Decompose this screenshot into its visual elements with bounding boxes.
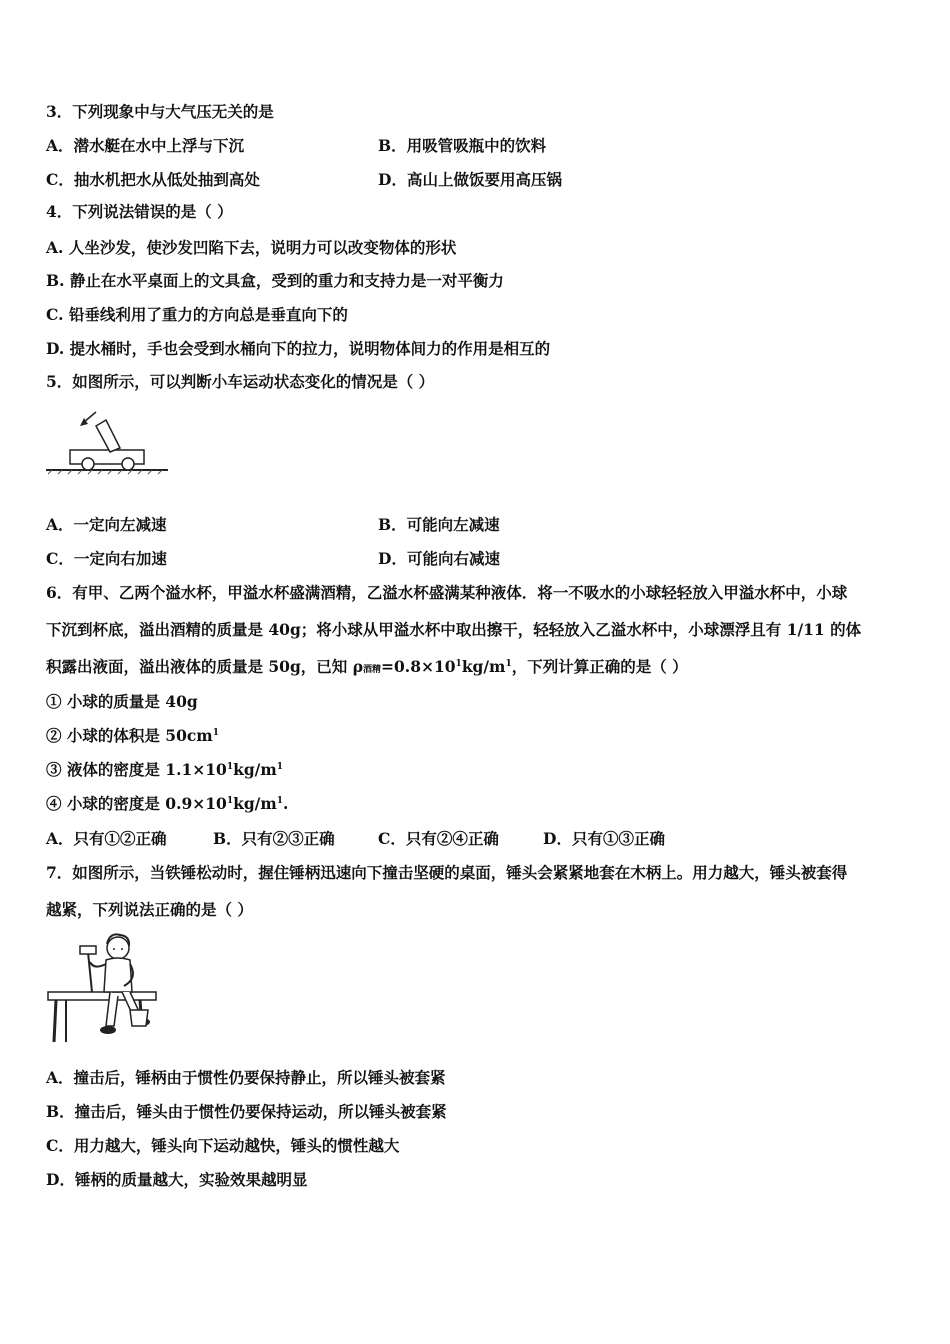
q6-statement-2: ② 小球的体积是 $50cm^1$ <box>46 726 219 745</box>
q7-stem-line1: 7．如图所示，当铁锤松动时，握住锤柄迅速向下撞击坚硬的桌面，锤头会紧紧地套在木柄上。用力越大，锤头被套得 <box>46 863 848 882</box>
cart-figure <box>44 404 174 480</box>
q4-option-b: B. 静止在水平桌面上的文具盒，受到的重力和支持力是一对平衡力 <box>46 271 504 290</box>
q7-stem-line2: 越紧，下列说法正确的是（ ） <box>46 900 253 919</box>
q3-option-c: C．抽水机把水从低处抽到高处 <box>46 170 260 189</box>
q7-option-c: C．用力越大，锤头向下运动越快，锤头的惯性越大 <box>46 1136 400 1155</box>
q6-stem-line2: 下沉到杯底，溢出酒精的质量是 40g；将小球从甲溢水杯中取出擦干，轻轻放入乙溢水杯中，小球漂浮且有 1/11 的体 <box>46 620 862 639</box>
q4-option-c: C. 铅垂线利用了重力的方向总是垂直向下的 <box>46 305 348 324</box>
q6-option-a: A．只有①②正确 <box>46 829 167 848</box>
hammer-figure <box>44 930 160 1050</box>
q6-stem-line3: 积露出液面，溢出液体的质量是 50g，已知 ρ酒精$=0.8\times 10^1kg/m^1$，下列计算正确的是（ ） <box>46 657 688 676</box>
q4-option-d: D. 提水桶时，手也会受到水桶向下的拉力，说明物体间力的作用是相互的 <box>46 339 551 358</box>
q6-stem-line1: 6．有甲、乙两个溢水杯，甲溢水杯盛满酒精，乙溢水杯盛满某种液体．将一不吸水的小球轻轻放入甲溢水杯中，小球 <box>46 583 848 602</box>
q5-option-b: B．可能向左减速 <box>378 515 500 534</box>
q7-option-b: B．撞击后，锤头由于惯性仍要保持运动，所以锤头被套紧 <box>46 1102 447 1121</box>
q4-option-a: A. 人坐沙发，使沙发凹陷下去，说明力可以改变物体的形状 <box>46 238 457 257</box>
q4-stem: 4．下列说法错误的是（ ） <box>46 202 233 221</box>
q5-option-c: C．一定向右加速 <box>46 549 167 568</box>
q5-option-d: D．可能向右减速 <box>378 549 500 568</box>
q5-option-a: A．一定向左减速 <box>46 515 167 534</box>
q7-option-a: A．撞击后，锤柄由于惯性仍要保持静止，所以锤头被套紧 <box>46 1068 446 1087</box>
q7-option-d: D．锤柄的质量越大，实验效果越明显 <box>46 1170 308 1189</box>
q3-option-a: A．潜水艇在水中上浮与下沉 <box>46 136 245 155</box>
q6-option-c: C．只有②④正确 <box>378 829 499 848</box>
q6-option-b: B．只有②③正确 <box>213 829 335 848</box>
q3-option-d: D．高山上做饭要用高压锅 <box>378 170 562 189</box>
q5-stem: 5．如图所示，可以判断小车运动状态变化的情况是（ ） <box>46 372 435 391</box>
q3-option-b: B．用吸管吸瓶中的饮料 <box>378 136 547 155</box>
q3-stem: 3．下列现象中与大气压无关的是 <box>46 102 274 121</box>
q6-statement-4: ④ 小球的密度是 $0.9\times 10^1kg/m^1$. <box>46 794 289 813</box>
q6-statement-1: ① 小球的质量是 40g <box>46 692 198 711</box>
q6-option-d: D．只有①③正确 <box>543 829 665 848</box>
q6-statement-3: ③ 液体的密度是 $1.1\times 10^1kg/m^1$ <box>46 760 283 779</box>
